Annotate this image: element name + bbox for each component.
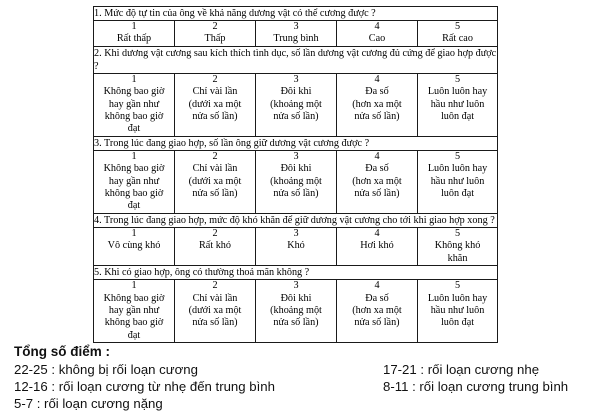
option-label: (dưới xa một <box>188 98 242 110</box>
option-cell-q1-3[interactable] <box>256 21 337 47</box>
option-cell-q2-5[interactable] <box>418 73 498 136</box>
question-text-1: 1. Mức độ tự tin của ông về khả năng dương vật có thể cương được ? <box>94 7 498 21</box>
option-label: (dưới xa một <box>188 175 242 187</box>
option-cell-q4-2[interactable] <box>175 227 256 265</box>
option-cell-q3-4[interactable] <box>337 150 418 213</box>
option-label: nửa số lần) <box>273 317 319 329</box>
option-number: 1 <box>131 227 137 239</box>
option-label: Đa số <box>365 163 389 175</box>
option-number: 5 <box>454 21 461 32</box>
iief-questionnaire-table <box>93 6 498 343</box>
option-number: 2 <box>212 21 218 32</box>
option-label: Luôn luôn hay <box>427 163 488 175</box>
option-label: (hơn xa một <box>352 304 402 316</box>
option-label: nửa số lần) <box>192 111 238 123</box>
option-cell-q4-5[interactable] <box>418 227 498 265</box>
option-number: 4 <box>374 73 380 85</box>
option-label: luôn đạt <box>440 188 475 200</box>
option-cell-q2-1[interactable] <box>94 73 175 136</box>
option-cell-q1-1[interactable] <box>94 21 175 47</box>
scoring-entry-17-21: 17-21 : rối loạn cương nhẹ <box>383 362 540 377</box>
option-cell-q3-2[interactable] <box>175 150 256 213</box>
option-label: Khó <box>287 240 305 252</box>
option-number: 1 <box>131 73 137 85</box>
option-cell-q2-2[interactable] <box>175 73 256 136</box>
option-label: khăn <box>447 252 468 264</box>
option-number: 5 <box>454 150 461 162</box>
option-label: (khoảng một <box>270 175 322 187</box>
option-label: (hơn xa một <box>352 175 402 187</box>
option-number: 3 <box>293 73 299 85</box>
option-label: Vô cùng khó <box>107 240 161 252</box>
question-row <box>94 266 498 280</box>
option-label: Đôi khi <box>280 292 312 304</box>
option-label: nửa số lần) <box>354 111 400 123</box>
option-cell-q5-5[interactable] <box>418 280 498 343</box>
option-number: 1 <box>131 280 137 292</box>
option-cell-q5-2[interactable] <box>175 280 256 343</box>
option-label: nửa số lần) <box>354 188 400 200</box>
scoring-entry-22-25: 22-25 : không bị rối loạn cương <box>14 362 198 377</box>
option-label: không bao giờ <box>104 317 164 329</box>
option-label: Chỉ vài lần <box>192 292 238 304</box>
option-label: Trung bình <box>273 33 319 45</box>
option-number: 2 <box>212 280 218 292</box>
question-text-5: 5. Khi có giao hợp, ông có thường thoả mãn không ? <box>94 266 498 280</box>
option-cell-q2-3[interactable] <box>256 73 337 136</box>
question-row <box>94 213 498 227</box>
option-label: hầu như luôn <box>430 304 485 316</box>
option-label: (hơn xa một <box>352 98 402 110</box>
option-label: Đa số <box>365 86 389 98</box>
option-label: nửa số lần) <box>273 111 319 123</box>
option-cell-q4-4[interactable] <box>337 227 418 265</box>
option-label: nửa số lần) <box>273 188 319 200</box>
option-label: hầu như luôn <box>430 175 485 187</box>
option-number: 2 <box>212 150 218 162</box>
option-label: hay gần như <box>108 304 160 316</box>
option-label: nửa số lần) <box>192 188 238 200</box>
option-cell-q5-3[interactable] <box>256 280 337 343</box>
option-label: Thấp <box>204 33 226 45</box>
option-cell-q5-1[interactable] <box>94 280 175 343</box>
option-label: Không khó <box>434 240 481 252</box>
option-label: Chỉ vài lần <box>192 163 238 175</box>
question-text-2: 2. Khi dương vật cương sau kích thích tình dục, số lần dương vật cương đủ cứng để giao hợp được ? <box>94 47 497 72</box>
option-label: Không bao giờ <box>103 163 165 175</box>
option-label: hay gần như <box>108 175 160 187</box>
option-label: không bao giờ <box>104 188 164 200</box>
option-label: (khoảng một <box>270 304 322 316</box>
option-label: không bao giờ <box>104 111 164 123</box>
option-number: 4 <box>374 227 380 239</box>
option-label: đạt <box>127 200 141 212</box>
option-label: Chỉ vài lần <box>192 86 238 98</box>
option-cell-q3-1[interactable] <box>94 150 175 213</box>
scoring-entry-5-7: 5-7 : rối loạn cương nặng <box>14 396 163 411</box>
option-cell-q4-1[interactable] <box>94 227 175 265</box>
option-label: Không bao giờ <box>103 86 165 98</box>
option-number: 5 <box>454 227 461 239</box>
options-row <box>94 73 498 136</box>
option-number: 4 <box>374 280 380 292</box>
option-label: Rất thấp <box>116 33 152 45</box>
scoring-entry-8-11: 8-11 : rối loạn cương trung bình <box>383 379 569 394</box>
option-cell-q1-4[interactable] <box>337 21 418 47</box>
option-label: hầu như luôn <box>430 98 485 110</box>
options-row <box>94 280 498 343</box>
option-label: Không bao giờ <box>103 292 165 304</box>
option-label: Hơi khó <box>360 240 394 252</box>
options-row <box>94 150 498 213</box>
option-label: đạt <box>127 123 141 135</box>
option-number: 1 <box>131 150 137 162</box>
option-label: hay gần như <box>108 98 160 110</box>
option-number: 2 <box>212 73 218 85</box>
option-label: (dưới xa một <box>188 304 242 316</box>
option-cell-q3-3[interactable] <box>256 150 337 213</box>
option-label: Cao <box>368 33 386 45</box>
scoring-entry-12-16: 12-16 : rối loạn cương từ nhẹ đến trung bình <box>14 379 275 394</box>
options-row <box>94 21 498 47</box>
scoring-title: Tổng số điểm : <box>14 344 110 359</box>
option-number: 3 <box>293 280 299 292</box>
option-number: 5 <box>454 280 461 292</box>
question-row <box>94 136 498 150</box>
scoring-row <box>14 361 594 378</box>
option-label: Luôn luôn hay <box>427 292 488 304</box>
option-number: 2 <box>212 227 218 239</box>
option-label: (khoảng một <box>270 98 322 110</box>
option-number: 5 <box>454 73 461 85</box>
option-label: luôn đạt <box>440 317 475 329</box>
option-number: 1 <box>131 21 137 32</box>
option-label: nửa số lần) <box>192 317 238 329</box>
option-number: 3 <box>293 227 299 239</box>
option-cell-q2-4[interactable] <box>337 73 418 136</box>
option-cell-q1-2[interactable] <box>175 21 256 47</box>
option-label: Rất khó <box>199 240 231 252</box>
option-label: nửa số lần) <box>354 317 400 329</box>
option-number: 3 <box>293 21 299 32</box>
option-label: Đôi khi <box>280 163 312 175</box>
option-number: 4 <box>374 150 380 162</box>
option-cell-q4-3[interactable] <box>256 227 337 265</box>
question-row <box>94 7 498 21</box>
option-cell-q3-5[interactable] <box>418 150 498 213</box>
option-number: 3 <box>293 150 299 162</box>
question-row <box>94 46 498 73</box>
options-row <box>94 227 498 265</box>
option-label: đạt <box>127 329 141 341</box>
question-text-3: 3. Trong lúc đang giao hợp, số lần ông giữ dương vật cương được ? <box>94 136 498 150</box>
scoring-row <box>14 378 594 395</box>
scoring-row <box>14 395 594 412</box>
option-label: luôn đạt <box>440 111 475 123</box>
option-label: Đôi khi <box>280 86 312 98</box>
question-text-4: 4. Trong lúc đang giao hợp, mức độ khó khăn để giữ dương vật cương cho tới khi giao hợp xong ? <box>94 213 498 227</box>
option-cell-q1-5[interactable] <box>418 21 498 47</box>
option-label: Đa số <box>365 292 389 304</box>
option-label: Luôn luôn hay <box>427 86 488 98</box>
option-number: 4 <box>374 21 380 32</box>
option-label: Rất cao <box>442 33 473 45</box>
scoring-key <box>14 343 594 412</box>
option-cell-q5-4[interactable] <box>337 280 418 343</box>
scoring-rows <box>14 361 594 412</box>
